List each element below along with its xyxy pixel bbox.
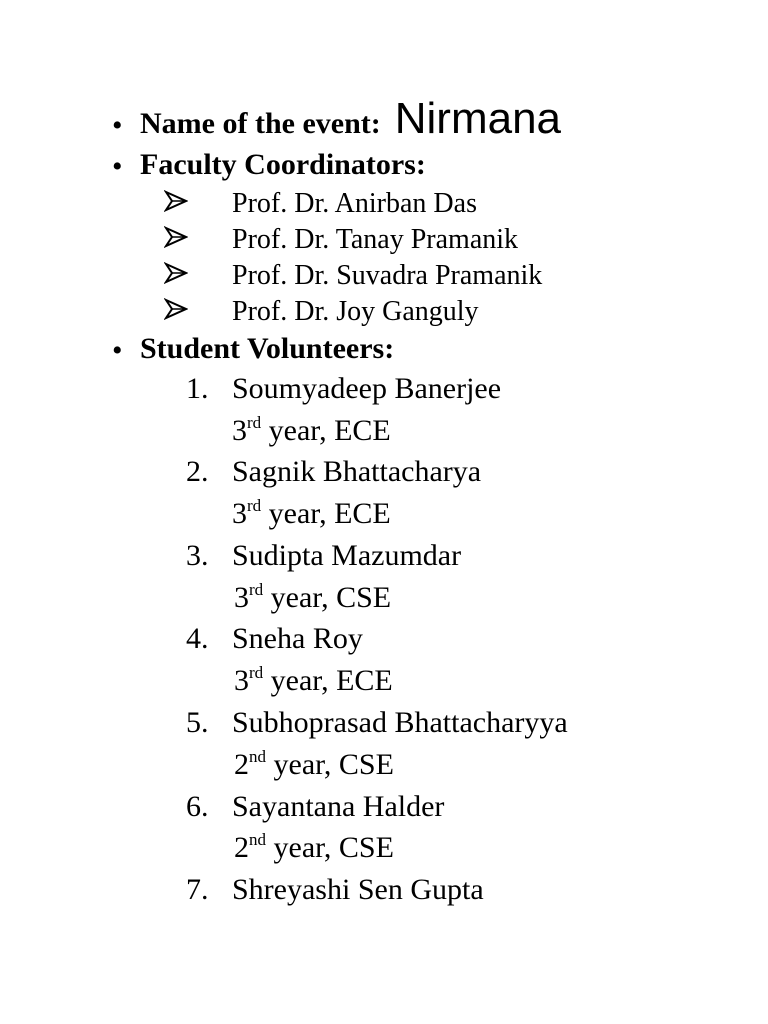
volunteer-number: 5. <box>186 706 209 739</box>
volunteer-name: Shreyashi Sen Gupta <box>232 873 484 906</box>
volunteer-number: 4. <box>186 622 209 655</box>
faculty-heading: Faculty Coordinators: <box>140 148 426 181</box>
volunteer-name: Soumyadeep Banerjee <box>232 372 502 405</box>
volunteer-year: 3rd year, ECE <box>232 496 391 530</box>
arrowhead-bullet-icon <box>164 262 188 284</box>
volunteer-name: Sudipta Mazumdar <box>232 539 462 572</box>
faculty-member-name: Prof. Dr. Tanay Pramanik <box>232 224 519 255</box>
volunteer-name: Sagnik Bhattacharya <box>232 455 482 488</box>
volunteer-year: 3rd year, ECE <box>232 413 391 447</box>
volunteer-number: 2. <box>186 455 209 488</box>
faculty-member-name: Prof. Dr. Anirban Das <box>232 188 477 219</box>
faculty-member-name: Prof. Dr. Joy Ganguly <box>232 296 479 327</box>
bullet-dot-icon: • <box>112 109 123 142</box>
arrowhead-bullet-icon <box>164 190 188 212</box>
volunteer-year: 2nd year, CSE <box>234 830 394 864</box>
volunteer-name: Subhoprasad Bhattacharyya <box>232 706 568 739</box>
volunteer-year: 2nd year, CSE <box>234 747 394 781</box>
faculty-member-name: Prof. Dr. Suvadra Pramanik <box>232 260 543 291</box>
students-heading: Student Volunteers: <box>140 332 395 365</box>
event-label: Name of the event: <box>140 107 381 140</box>
volunteer-name: Sneha Roy <box>232 622 363 655</box>
event-name-item <box>112 94 561 144</box>
students-heading-item <box>112 332 394 366</box>
arrowhead-bullet-icon <box>164 298 188 320</box>
faculty-heading-item <box>112 148 426 182</box>
volunteer-number: 1. <box>186 372 209 405</box>
arrowhead-bullet-icon <box>164 226 188 248</box>
bullet-dot-icon: • <box>112 150 123 183</box>
volunteer-year: 3rd year, ECE <box>234 663 393 697</box>
bullet-dot-icon: • <box>112 334 123 367</box>
volunteer-name: Sayantana Halder <box>232 790 445 823</box>
volunteer-year: 3rd year, CSE <box>234 580 392 614</box>
event-name: Nirmana <box>394 94 562 143</box>
volunteer-number: 6. <box>186 790 209 823</box>
volunteer-number: 7. <box>186 873 209 906</box>
volunteer-number: 3. <box>186 539 209 572</box>
